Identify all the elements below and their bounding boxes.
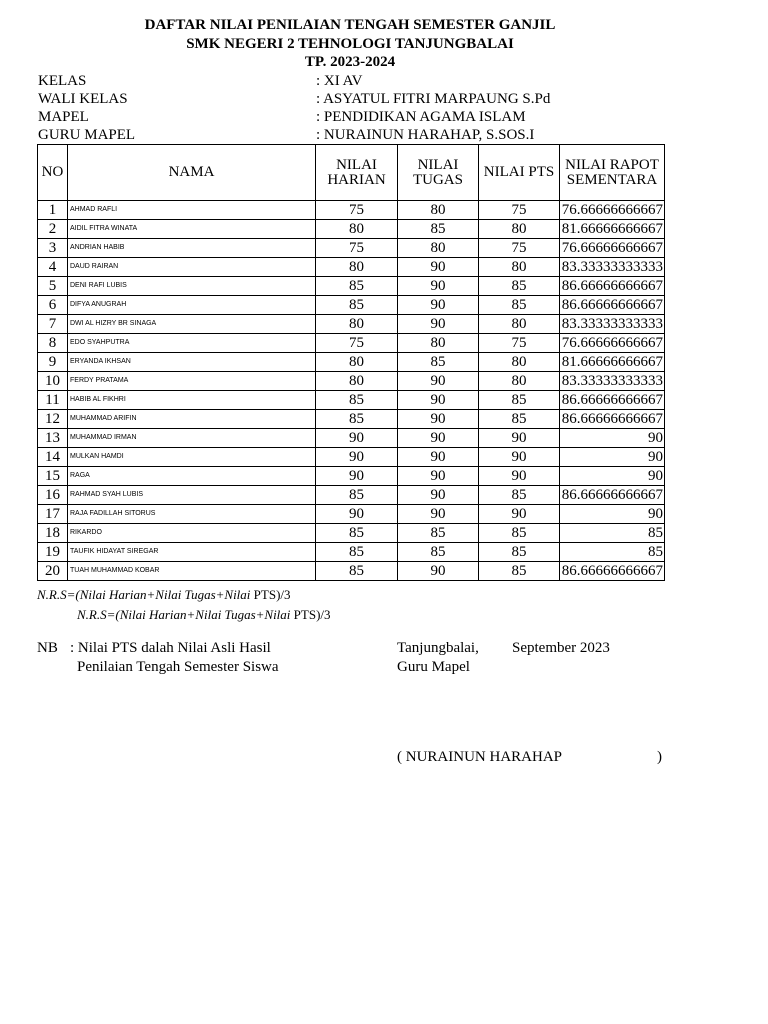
- nilai-pts: 85: [479, 391, 560, 410]
- row-no: 15: [38, 467, 68, 486]
- nilai-harian: 85: [316, 562, 398, 581]
- nilai-rapot: 90: [560, 448, 665, 467]
- nilai-tugas: 90: [398, 277, 479, 296]
- nilai-rapot: 86.66666666667: [560, 410, 665, 429]
- nilai-pts: 85: [479, 543, 560, 562]
- student-name: TUAH MUHAMMAD KOBAR: [68, 562, 316, 581]
- document-title-line1: DAFTAR NILAI PENILAIAN TENGAH SEMESTER GANJIL: [144, 17, 556, 33]
- table-header-row: [38, 145, 665, 201]
- row-no: 10: [38, 372, 68, 391]
- note-label: NB: [37, 640, 58, 656]
- header-line: SEMENTARA: [566, 171, 658, 188]
- nilai-pts: 85: [479, 486, 560, 505]
- student-name: AIDIL FITRA WINATA: [68, 220, 316, 239]
- grades-table-body: [38, 201, 665, 581]
- info-label: MAPEL: [38, 109, 89, 125]
- row-no: 8: [38, 334, 68, 353]
- nilai-harian: 80: [316, 353, 398, 372]
- nilai-tugas: 90: [398, 467, 479, 486]
- nilai-harian: 85: [316, 391, 398, 410]
- nilai-pts: 90: [479, 448, 560, 467]
- row-no: 6: [38, 296, 68, 315]
- info-label: WALI KELAS: [38, 91, 128, 107]
- formula-italic: N.R.S=(Nilai Harian+Nilai Tugas+Nilai: [77, 607, 294, 622]
- nilai-harian: 90: [316, 448, 398, 467]
- nilai-rapot: 83.33333333333: [560, 372, 665, 391]
- table-row: [38, 448, 665, 467]
- info-value: : ASYATUL FITRI MARPAUNG S.Pd: [316, 91, 551, 107]
- row-no: 4: [38, 258, 68, 277]
- info-value: : NURAINUN HARAHAP, S.SOS.I: [316, 127, 535, 143]
- student-name: MUHAMMAD ARIFIN: [68, 410, 316, 429]
- nilai-rapot: 90: [560, 505, 665, 524]
- nilai-harian: 85: [316, 410, 398, 429]
- nilai-harian: 75: [316, 201, 398, 220]
- nilai-rapot: 81.66666666667: [560, 220, 665, 239]
- row-no: 3: [38, 239, 68, 258]
- row-no: 20: [38, 562, 68, 581]
- student-name: RAHMAD SYAH LUBIS: [68, 486, 316, 505]
- table-row: [38, 353, 665, 372]
- nilai-tugas: 90: [398, 372, 479, 391]
- table-row: [38, 296, 665, 315]
- table-row: [38, 429, 665, 448]
- student-name: FERDY PRATAMA: [68, 372, 316, 391]
- nilai-rapot: 85: [560, 543, 665, 562]
- document-title-line3: TP. 2023-2024: [304, 54, 396, 70]
- nilai-rapot: 90: [560, 429, 665, 448]
- nilai-pts: 85: [479, 410, 560, 429]
- row-no: 18: [38, 524, 68, 543]
- header-line: NILAI: [336, 156, 377, 173]
- nilai-harian: 85: [316, 543, 398, 562]
- nilai-pts: 90: [479, 467, 560, 486]
- student-name: EDO SYAHPUTRA: [68, 334, 316, 353]
- nilai-pts: 75: [479, 239, 560, 258]
- row-no: 16: [38, 486, 68, 505]
- nilai-tugas: 90: [398, 448, 479, 467]
- nilai-tugas: 90: [398, 486, 479, 505]
- nilai-pts: 85: [479, 524, 560, 543]
- signature-role: Guru Mapel: [397, 659, 470, 675]
- table-row: [38, 524, 665, 543]
- nilai-tugas: 90: [398, 505, 479, 524]
- nilai-harian: 85: [316, 277, 398, 296]
- nilai-harian: 90: [316, 467, 398, 486]
- nilai-harian: 80: [316, 258, 398, 277]
- nilai-tugas: 80: [398, 334, 479, 353]
- signature-date: September 2023: [512, 640, 610, 656]
- nilai-pts: 80: [479, 220, 560, 239]
- nilai-harian: 75: [316, 334, 398, 353]
- nilai-harian: 80: [316, 315, 398, 334]
- nilai-rapot: 76.66666666667: [560, 334, 665, 353]
- document-title-line2: SMK NEGERI 2 TEHNOLOGI TANJUNGBALAI: [186, 36, 514, 52]
- nilai-harian: 75: [316, 239, 398, 258]
- nilai-harian: 85: [316, 524, 398, 543]
- row-no: 9: [38, 353, 68, 372]
- info-value: : XI AV: [316, 73, 363, 89]
- nilai-pts: 85: [479, 296, 560, 315]
- formula-upright: PTS)/3: [253, 587, 291, 602]
- nilai-harian: 80: [316, 220, 398, 239]
- nilai-tugas: 90: [398, 410, 479, 429]
- student-name: DIFYA ANUGRAH: [68, 296, 316, 315]
- table-row: [38, 467, 665, 486]
- header-line: TUGAS: [412, 171, 463, 188]
- row-no: 13: [38, 429, 68, 448]
- student-name: DAUD RAIRAN: [68, 258, 316, 277]
- row-no: 14: [38, 448, 68, 467]
- student-name: TAUFIK HIDAYAT SIREGAR: [68, 543, 316, 562]
- formula-line-repeat: [77, 607, 331, 623]
- nilai-rapot: 86.66666666667: [560, 562, 665, 581]
- student-name: MUHAMMAD IRMAN: [68, 429, 316, 448]
- row-no: 2: [38, 220, 68, 239]
- table-row: [38, 201, 665, 220]
- table-row: [38, 315, 665, 334]
- table-row: [38, 543, 665, 562]
- row-no: 5: [38, 277, 68, 296]
- nilai-pts: 90: [479, 429, 560, 448]
- student-name: ANDRIAN HABIB: [68, 239, 316, 258]
- header-nilai-rapot: [560, 145, 665, 201]
- formula-upright: PTS)/3: [293, 607, 331, 622]
- header-nama: NAMA: [68, 145, 316, 201]
- signature-name: ( NURAINUN HARAHAP: [397, 749, 562, 765]
- nilai-rapot: 76.66666666667: [560, 201, 665, 220]
- formula-line: [37, 587, 291, 603]
- nilai-pts: 85: [479, 277, 560, 296]
- header-line: HARIAN: [327, 171, 386, 188]
- student-name: HABIB AL FIKHRI: [68, 391, 316, 410]
- nilai-tugas: 85: [398, 543, 479, 562]
- nilai-pts: 80: [479, 353, 560, 372]
- nilai-rapot: 85: [560, 524, 665, 543]
- nilai-tugas: 90: [398, 315, 479, 334]
- nilai-rapot: 76.66666666667: [560, 239, 665, 258]
- student-name: RAGA: [68, 467, 316, 486]
- note-line1: : Nilai PTS dalah Nilai Asli Hasil: [70, 640, 271, 656]
- nilai-pts: 80: [479, 258, 560, 277]
- student-name: AHMAD RAFLI: [68, 201, 316, 220]
- nilai-harian: 90: [316, 429, 398, 448]
- nilai-pts: 80: [479, 372, 560, 391]
- nilai-pts: 85: [479, 562, 560, 581]
- nilai-harian: 90: [316, 505, 398, 524]
- table-row: [38, 277, 665, 296]
- table-row: [38, 334, 665, 353]
- info-label: KELAS: [38, 73, 87, 89]
- nilai-pts: 80: [479, 315, 560, 334]
- nilai-tugas: 90: [398, 562, 479, 581]
- row-no: 1: [38, 201, 68, 220]
- header-nilai-harian: [316, 145, 398, 201]
- header-line: NILAI RAPOT: [565, 156, 659, 173]
- nilai-tugas: 90: [398, 391, 479, 410]
- nilai-tugas: 85: [398, 220, 479, 239]
- table-row: [38, 562, 665, 581]
- grades-table: [37, 144, 665, 581]
- nilai-tugas: 80: [398, 239, 479, 258]
- row-no: 17: [38, 505, 68, 524]
- table-row: [38, 486, 665, 505]
- nilai-rapot: 86.66666666667: [560, 296, 665, 315]
- nilai-rapot: 86.66666666667: [560, 277, 665, 296]
- nilai-harian: 85: [316, 486, 398, 505]
- nilai-rapot: 90: [560, 467, 665, 486]
- student-name: RAJA FADILLAH SITORUS: [68, 505, 316, 524]
- info-label: GURU MAPEL: [38, 127, 136, 143]
- signature-place: Tanjungbalai,: [397, 640, 479, 656]
- table-row: [38, 410, 665, 429]
- nilai-rapot: 86.66666666667: [560, 486, 665, 505]
- nilai-tugas: 80: [398, 201, 479, 220]
- table-row: [38, 220, 665, 239]
- row-no: 12: [38, 410, 68, 429]
- student-name: DWI AL HIZRY BR SINAGA: [68, 315, 316, 334]
- info-value: : PENDIDIKAN AGAMA ISLAM: [316, 109, 526, 125]
- nilai-rapot: 86.66666666667: [560, 391, 665, 410]
- nilai-tugas: 90: [398, 296, 479, 315]
- nilai-tugas: 90: [398, 258, 479, 277]
- header-nilai-tugas: [398, 145, 479, 201]
- header-line: NILAI: [417, 156, 459, 173]
- row-no: 19: [38, 543, 68, 562]
- table-row: [38, 391, 665, 410]
- nilai-pts: 75: [479, 334, 560, 353]
- table-row: [38, 372, 665, 391]
- header-nilai-pts: NILAI PTS: [479, 145, 560, 201]
- formula-italic: N.R.S=(Nilai Harian+Nilai Tugas+Nilai: [37, 587, 254, 602]
- nilai-tugas: 85: [398, 353, 479, 372]
- row-no: 7: [38, 315, 68, 334]
- student-name: RIKARDO: [68, 524, 316, 543]
- nilai-rapot: 83.33333333333: [560, 258, 665, 277]
- table-row: [38, 505, 665, 524]
- nilai-harian: 80: [316, 372, 398, 391]
- nilai-rapot: 81.66666666667: [560, 353, 665, 372]
- student-name: MULKAN HAMDI: [68, 448, 316, 467]
- nilai-harian: 85: [316, 296, 398, 315]
- signature-name-close: ): [657, 749, 662, 765]
- student-name: ERYANDA IKHSAN: [68, 353, 316, 372]
- table-row: [38, 239, 665, 258]
- row-no: 11: [38, 391, 68, 410]
- nilai-tugas: 85: [398, 524, 479, 543]
- nilai-rapot: 83.33333333333: [560, 315, 665, 334]
- nilai-pts: 75: [479, 201, 560, 220]
- table-row: [38, 258, 665, 277]
- note-line2: Penilaian Tengah Semester Siswa: [77, 659, 279, 675]
- header-no: NO: [38, 145, 68, 201]
- nilai-pts: 90: [479, 505, 560, 524]
- student-name: DENI RAFI LUBIS: [68, 277, 316, 296]
- nilai-tugas: 90: [398, 429, 479, 448]
